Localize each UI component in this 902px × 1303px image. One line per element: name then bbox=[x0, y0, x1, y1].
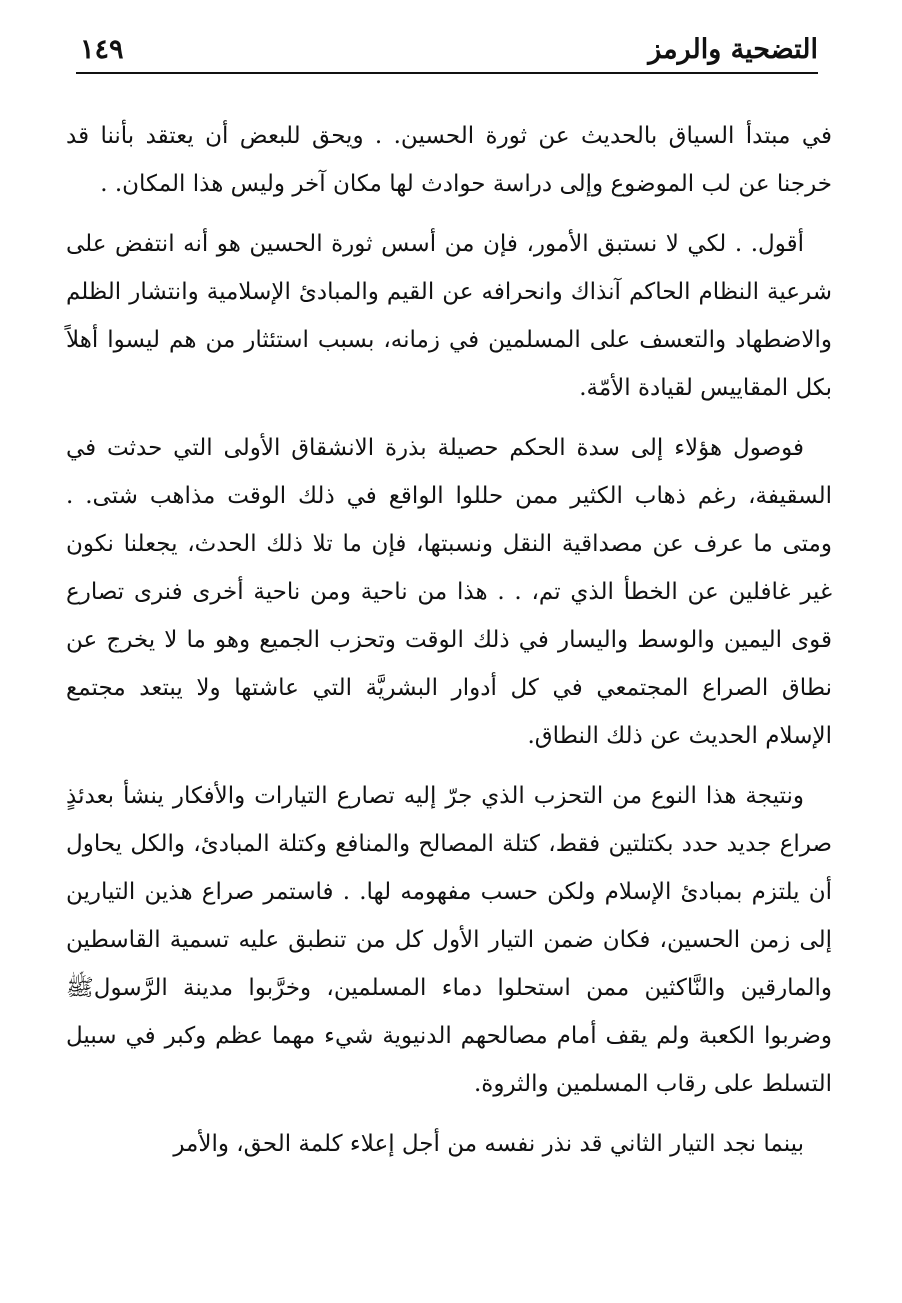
chapter-title: التضحية والرمز bbox=[648, 34, 818, 65]
paragraph-4: ونتيجة هذا النوع من التحزب الذي جرّ إليه تصارع التيارات والأفكار ينشأ بعدئذٍ صراع جديد حدد بكتلتين فقط، كتلة المصالح والمنافع وكتلة المبادئ، والكل يحاول أن يلتزم بمبادئ الإسلام ولكن حسب مفهومه لها. . فاستمر صراع هذين التيارين إلى زمن الحسين، فكان ضمن التيار الأول كل من تنطبق عليه تسمية القاسطين والمارقين والنَّاكثين ممن استحلوا دماء المسلمين، وخرَّبوا مدينة الرَّسولﷺ وضربوا الكعبة ولم يقف أمام مصالحهم الدنيوية شيء مهما عظم وكبر في سبيل التسلط على رقاب المسلمين والثروة. bbox=[66, 783, 832, 1097]
paragraph-3: فوصول هؤلاء إلى سدة الحكم حصيلة بذرة الانشقاق الأولى التي حدثت في السقيفة، رغم ذهاب الكثير ممن حللوا الواقع في ذلك الوقت مذاهب شتى. . ومتى ما عرف عن مصداقية النقل ونسبتها، فإن ما تلا ذلك الحدث، يجعلنا نكون غير غافلين عن الخطأ الذي تم، . . هذا من ناحية ومن ناحية أخرى فنرى تصارع قوى اليمين والوسط واليسار في ذلك الوقت وتحزب الجميع وهو ما لا يخرج عن نطاق الصراع المجتمعي في كل أدوار البشريَّة التي عاشتها ولا يبتعد مجتمع الإسلام الحديث عن ذلك النطاق. bbox=[66, 435, 832, 749]
body-text bbox=[66, 112, 832, 1180]
header-divider bbox=[76, 72, 818, 74]
page-number: ١٤٩ bbox=[80, 34, 124, 65]
paragraph-2: أقول. . لكي لا نستبق الأمور، فإن من أسس ثورة الحسين هو أنه انتفض على شرعية النظام الحاكم آنذاك وانحرافه عن القيم والمبادئ الإسلامية وانتشار الظلم والاضطهاد والتعسف على المسلمين في زمانه، بسبب استئثار من هم ليسوا أهلاً بكل المقاييس لقيادة الأمّة. bbox=[66, 231, 832, 401]
page-header bbox=[76, 30, 818, 74]
paragraph-5: بينما نجد التيار الثاني قد نذر نفسه من أجل إعلاء كلمة الحق، والأمر bbox=[173, 1131, 804, 1157]
paragraph-1: في مبتدأ السياق بالحديث عن ثورة الحسين. . ويحق للبعض أن يعتقد بأننا قد خرجنا عن لب الموضوع وإلى دراسة حوادث لها مكان آخر وليس هذا المكان. . bbox=[66, 123, 832, 197]
